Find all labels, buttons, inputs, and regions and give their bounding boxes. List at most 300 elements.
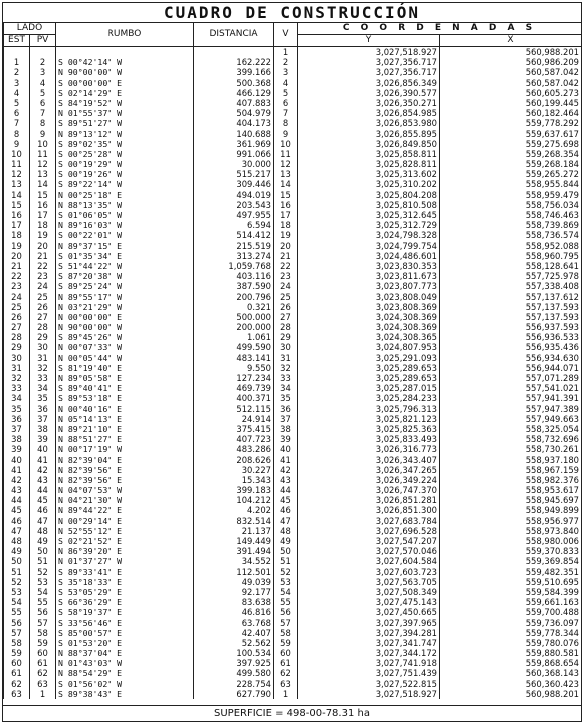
coord-y-cell: 3,026,851.300 xyxy=(298,505,440,515)
est-cell: 38 xyxy=(4,434,30,444)
table-row xyxy=(4,271,582,281)
table-row xyxy=(4,230,582,240)
est-cell: 24 xyxy=(4,292,30,302)
pv-cell: 9 xyxy=(30,129,56,139)
coord-x-cell: 558,980.006 xyxy=(440,536,582,546)
distancia-cell: 391.494 xyxy=(194,546,274,556)
vertex-cell: 1 xyxy=(274,689,298,699)
coord-x-cell: 559,268.184 xyxy=(440,159,582,169)
table-row xyxy=(4,414,582,424)
coord-x-cell: 558,128.641 xyxy=(440,261,582,271)
table-row xyxy=(4,536,582,546)
rumbo-cell: S 89°40'41" E xyxy=(56,383,194,393)
table-row xyxy=(4,332,582,342)
coord-y-cell: 3,023,811.673 xyxy=(298,271,440,281)
pv-cell: 13 xyxy=(30,169,56,179)
est-cell: 26 xyxy=(4,312,30,322)
pv-cell: 47 xyxy=(30,516,56,526)
coord-y-cell: 3,027,475.143 xyxy=(298,597,440,607)
coord-x-cell: 559,637.617 xyxy=(440,129,582,139)
table-row xyxy=(4,139,582,149)
rumbo-cell: N 00°05'44" W xyxy=(56,353,194,363)
est-cell: 54 xyxy=(4,597,30,607)
vertex-cell: 40 xyxy=(274,444,298,454)
distancia-cell: 15.343 xyxy=(194,475,274,485)
distancia-cell: 497.955 xyxy=(194,210,274,220)
est-cell: 5 xyxy=(4,98,30,108)
coord-y-cell: 3,025,804.208 xyxy=(298,190,440,200)
pv-cell: 21 xyxy=(30,251,56,261)
rumbo-cell: N 89°37'15" E xyxy=(56,241,194,251)
distancia-cell: 162.222 xyxy=(194,57,274,67)
rumbo-cell: N 88°37'04" E xyxy=(56,648,194,658)
table-row xyxy=(4,210,582,220)
rumbo-cell: N 00°07'33" W xyxy=(56,342,194,352)
pv-cell: 28 xyxy=(30,322,56,332)
vertex-cell: 46 xyxy=(274,505,298,515)
table-row xyxy=(4,149,582,159)
est-cell: 40 xyxy=(4,455,30,465)
vertex-cell: 8 xyxy=(274,118,298,128)
vertex-cell: 44 xyxy=(274,485,298,495)
table-row xyxy=(4,495,582,505)
est-cell: 58 xyxy=(4,638,30,648)
table-row xyxy=(4,516,582,526)
coord-x-cell: 558,949.899 xyxy=(440,505,582,515)
est-cell: 50 xyxy=(4,556,30,566)
coord-y-cell: 3,025,810.508 xyxy=(298,200,440,210)
distancia-cell: 494.019 xyxy=(194,190,274,200)
rumbo-cell: N 00°40'16" E xyxy=(56,404,194,414)
coord-x-cell: 558,937.180 xyxy=(440,455,582,465)
coord-x-cell: 558,956.977 xyxy=(440,516,582,526)
coord-x-cell: 560,368.143 xyxy=(440,668,582,678)
vertex-cell: 53 xyxy=(274,577,298,587)
rumbo-cell: S 02°14'29" E xyxy=(56,88,194,98)
table-row xyxy=(4,251,582,261)
table-row xyxy=(4,322,582,332)
vertex-cell: 17 xyxy=(274,210,298,220)
est-cell: 28 xyxy=(4,332,30,342)
pv-cell: 14 xyxy=(30,179,56,189)
rumbo-cell: S 66°36'29" E xyxy=(56,597,194,607)
pv-cell: 49 xyxy=(30,536,56,546)
coord-x-cell: 560,988.201 xyxy=(440,689,582,699)
table-title: CUADRO DE CONSTRUCCIÓN xyxy=(3,3,581,23)
table-row xyxy=(4,363,582,373)
pv-cell: 20 xyxy=(30,241,56,251)
header-v: V xyxy=(274,23,298,47)
coord-y-cell: 3,027,508.349 xyxy=(298,587,440,597)
est-cell: 13 xyxy=(4,179,30,189)
header-pv: PV xyxy=(30,35,56,47)
vertex-cell: 61 xyxy=(274,658,298,668)
coord-y-cell: 3,024,807.953 xyxy=(298,342,440,352)
table-row xyxy=(4,638,582,648)
rumbo-cell: N 01°37'27" W xyxy=(56,556,194,566)
coord-y-cell: 3,027,751.439 xyxy=(298,668,440,678)
coord-x-cell: 558,945.697 xyxy=(440,495,582,505)
coord-y-cell: 3,025,858.811 xyxy=(298,149,440,159)
table-row xyxy=(4,241,582,251)
rumbo-cell: N 00°29'14" E xyxy=(56,516,194,526)
table-row xyxy=(4,281,582,291)
vertex-cell: 4 xyxy=(274,78,298,88)
header-rumbo: RUMBO xyxy=(56,23,194,47)
table-row xyxy=(4,546,582,556)
distancia-cell: 1,059.768 xyxy=(194,261,274,271)
coord-y-cell: 3,027,522.815 xyxy=(298,679,440,689)
coord-x-cell: 558,736.574 xyxy=(440,230,582,240)
rumbo-cell: N 82°39'56" E xyxy=(56,475,194,485)
vertex-cell: 5 xyxy=(274,88,298,98)
est-cell: 35 xyxy=(4,404,30,414)
vertex-cell: 55 xyxy=(274,597,298,607)
rumbo-cell: S 00°25'28" W xyxy=(56,149,194,159)
coord-y-cell: 3,027,696.528 xyxy=(298,526,440,536)
est-cell: 49 xyxy=(4,546,30,556)
header-x: X xyxy=(440,35,582,47)
table-row xyxy=(4,179,582,189)
vertex-cell: 57 xyxy=(274,618,298,628)
est-cell: 3 xyxy=(4,78,30,88)
table-row xyxy=(4,485,582,495)
superficie-footer: SUPERFICIE = 498-00-78.31 ha xyxy=(3,705,581,721)
distancia-cell: 30.000 xyxy=(194,159,274,169)
pv-cell: 7 xyxy=(30,108,56,118)
pv-cell: 1 xyxy=(30,689,56,699)
coord-y-cell: 3,027,356.717 xyxy=(298,67,440,77)
coord-y-cell: 3,026,343.407 xyxy=(298,455,440,465)
vertex-cell: 6 xyxy=(274,98,298,108)
pv-cell: 45 xyxy=(30,495,56,505)
distancia-cell: 469.739 xyxy=(194,383,274,393)
distancia-cell: 399.183 xyxy=(194,485,274,495)
pv-cell: 23 xyxy=(30,271,56,281)
coord-x-cell: 559,482.351 xyxy=(440,567,582,577)
vertex-cell: 21 xyxy=(274,251,298,261)
table-row xyxy=(4,353,582,363)
coord-x-cell: 558,960.795 xyxy=(440,251,582,261)
rumbo-cell: S 00°42'14" W xyxy=(56,57,194,67)
coord-y-cell: 3,025,310.202 xyxy=(298,179,440,189)
pv-cell: 22 xyxy=(30,261,56,271)
coord-x-cell: 556,937.593 xyxy=(440,322,582,332)
coord-y-cell: 3,026,747.370 xyxy=(298,485,440,495)
table-row xyxy=(4,88,582,98)
pv-cell: 27 xyxy=(30,312,56,322)
coord-y-cell: 3,026,855.895 xyxy=(298,129,440,139)
coord-y-cell: 3,023,830.353 xyxy=(298,261,440,271)
coord-x-cell: 558,982.376 xyxy=(440,475,582,485)
coord-y-cell: 3,025,312.729 xyxy=(298,220,440,230)
table-row xyxy=(4,169,582,179)
table-row xyxy=(4,129,582,139)
pv-cell: 11 xyxy=(30,149,56,159)
est-cell: 15 xyxy=(4,200,30,210)
coord-y-cell: 3,024,486.601 xyxy=(298,251,440,261)
vertex-cell: 25 xyxy=(274,292,298,302)
vertex-cell: 60 xyxy=(274,648,298,658)
vertex-cell: 27 xyxy=(274,312,298,322)
rumbo-cell: N 89°13'12" W xyxy=(56,129,194,139)
rumbo-cell: S 51°44'22" W xyxy=(56,261,194,271)
distancia-cell: 500.368 xyxy=(194,78,274,88)
coord-y-cell: 3,026,849.850 xyxy=(298,139,440,149)
pv-cell: 63 xyxy=(30,679,56,689)
coord-y-cell: 3,025,289.653 xyxy=(298,373,440,383)
est-cell: 55 xyxy=(4,607,30,617)
coord-y-cell: 3,026,350.271 xyxy=(298,98,440,108)
distancia-cell: 504.979 xyxy=(194,108,274,118)
coord-x-cell: 559,370.833 xyxy=(440,546,582,556)
vertex-cell: 35 xyxy=(274,393,298,403)
pv-cell: 2 xyxy=(30,57,56,67)
vertex-cell: 11 xyxy=(274,149,298,159)
est-cell: 48 xyxy=(4,536,30,546)
rumbo-cell: N 89°21'10" E xyxy=(56,424,194,434)
distancia-cell: 361.969 xyxy=(194,139,274,149)
pv-cell: 36 xyxy=(30,404,56,414)
distancia-cell: 407.723 xyxy=(194,434,274,444)
coord-y-cell: 3,024,798.328 xyxy=(298,230,440,240)
table-row xyxy=(4,505,582,515)
coord-x-cell: 559,778.292 xyxy=(440,118,582,128)
coord-y-cell: 3,027,341.747 xyxy=(298,638,440,648)
coord-y-cell: 3,023,807.773 xyxy=(298,281,440,291)
distancia-cell: 404.173 xyxy=(194,118,274,128)
pv-cell: 30 xyxy=(30,342,56,352)
coord-y-cell: 3,026,390.577 xyxy=(298,88,440,98)
rumbo-cell: N 52°55'12" E xyxy=(56,526,194,536)
coord-x-cell: 558,953.617 xyxy=(440,485,582,495)
table-row xyxy=(4,567,582,577)
coord-y-cell: 3,025,313.602 xyxy=(298,169,440,179)
table-row xyxy=(4,475,582,485)
rumbo-cell: S 53°05'29" E xyxy=(56,587,194,597)
distancia-cell: 24.914 xyxy=(194,414,274,424)
table-row xyxy=(4,689,582,699)
coord-x-cell: 560,587.042 xyxy=(440,78,582,88)
coord-x-cell: 559,868.654 xyxy=(440,658,582,668)
table-row xyxy=(4,190,582,200)
header-lado: LADO xyxy=(4,23,56,35)
vertex-cell: 52 xyxy=(274,567,298,577)
distancia-cell: 0.321 xyxy=(194,302,274,312)
est-cell: 30 xyxy=(4,353,30,363)
distancia-cell: 991.066 xyxy=(194,149,274,159)
pv-cell: 52 xyxy=(30,567,56,577)
distancia-cell: 832.514 xyxy=(194,516,274,526)
vertex-cell: 59 xyxy=(274,638,298,648)
distancia-cell: 100.534 xyxy=(194,648,274,658)
rumbo-cell: N 01°43'03" W xyxy=(56,658,194,668)
distancia-cell: 512.115 xyxy=(194,404,274,414)
distancia-cell: 92.177 xyxy=(194,587,274,597)
rumbo-cell: N 03°21'29" W xyxy=(56,302,194,312)
distancia-cell: 21.137 xyxy=(194,526,274,536)
est-cell: 22 xyxy=(4,271,30,281)
pv-cell: 55 xyxy=(30,597,56,607)
table-row xyxy=(4,342,582,352)
pv-cell: 29 xyxy=(30,332,56,342)
coord-x-cell: 559,700.488 xyxy=(440,607,582,617)
est-cell: 51 xyxy=(4,567,30,577)
rumbo-cell: S 89°38'43" E xyxy=(56,689,194,699)
coord-x-cell: 557,949.663 xyxy=(440,414,582,424)
table-row xyxy=(4,597,582,607)
coord-x-cell: 560,587.042 xyxy=(440,67,582,77)
coord-y-cell: 3,026,856.349 xyxy=(298,78,440,88)
pv-cell: 12 xyxy=(30,159,56,169)
distancia-cell: 42.407 xyxy=(194,628,274,638)
pv-cell: 57 xyxy=(30,618,56,628)
coord-x-cell: 560,182.464 xyxy=(440,108,582,118)
coord-x-cell: 560,986.209 xyxy=(440,57,582,67)
pv-cell: 32 xyxy=(30,363,56,373)
est-cell: 47 xyxy=(4,526,30,536)
vertex-cell: 16 xyxy=(274,200,298,210)
distancia-cell: 30.227 xyxy=(194,465,274,475)
coord-y-cell: 3,025,796.313 xyxy=(298,404,440,414)
coord-x-cell: 560,360.423 xyxy=(440,679,582,689)
coord-y-cell: 3,025,289.653 xyxy=(298,363,440,373)
vertex-cell: 28 xyxy=(274,322,298,332)
vertex-cell: 22 xyxy=(274,261,298,271)
rumbo-cell: N 00°25'18" E xyxy=(56,190,194,200)
rumbo-cell: S 85°00'57" E xyxy=(56,628,194,638)
pv-cell: 53 xyxy=(30,577,56,587)
coord-y-cell: 3,026,853.980 xyxy=(298,118,440,128)
rumbo-cell: N 89°44'22" E xyxy=(56,505,194,515)
est-cell: 52 xyxy=(4,577,30,587)
coord-y-cell: 3,027,604.584 xyxy=(298,556,440,566)
first-vertex-row xyxy=(4,47,582,58)
vertex-cell: 41 xyxy=(274,455,298,465)
distancia-cell: 104.212 xyxy=(194,495,274,505)
pv-cell: 38 xyxy=(30,424,56,434)
est-cell: 57 xyxy=(4,628,30,638)
table-row xyxy=(4,98,582,108)
vertex-cell: 12 xyxy=(274,159,298,169)
distancia-cell: 34.552 xyxy=(194,556,274,566)
pv-cell: 25 xyxy=(30,292,56,302)
coord-x-cell: 557,071.289 xyxy=(440,373,582,383)
est-cell: 62 xyxy=(4,679,30,689)
rumbo-cell: S 01°06'05" W xyxy=(56,210,194,220)
coord-x-cell: 556,936.533 xyxy=(440,332,582,342)
table-row xyxy=(4,57,582,67)
rumbo-cell: S 33°56'46" E xyxy=(56,618,194,628)
vertex-cell: 42 xyxy=(274,465,298,475)
est-cell: 56 xyxy=(4,618,30,628)
table-row xyxy=(4,679,582,689)
pv-cell: 40 xyxy=(30,444,56,454)
table-row xyxy=(4,668,582,678)
pv-cell: 6 xyxy=(30,98,56,108)
pv-cell: 10 xyxy=(30,139,56,149)
table-row xyxy=(4,628,582,638)
table-row xyxy=(4,200,582,210)
est-cell: 53 xyxy=(4,587,30,597)
coord-y-cell: 3,023,808.369 xyxy=(298,302,440,312)
coord-y-cell: 3,027,570.046 xyxy=(298,546,440,556)
est-cell: 60 xyxy=(4,658,30,668)
coord-y-cell: 3,025,825.363 xyxy=(298,424,440,434)
est-cell: 11 xyxy=(4,159,30,169)
coord-x-cell: 560,988.201 xyxy=(440,47,582,58)
table-row xyxy=(4,312,582,322)
est-cell: 6 xyxy=(4,108,30,118)
pv-cell: 59 xyxy=(30,638,56,648)
pv-cell: 56 xyxy=(30,607,56,617)
pv-cell: 51 xyxy=(30,556,56,566)
table-row xyxy=(4,404,582,414)
pv-cell: 33 xyxy=(30,373,56,383)
table-row xyxy=(4,302,582,312)
table-row xyxy=(4,648,582,658)
distancia-cell: 112.501 xyxy=(194,567,274,577)
distancia-cell: 313.274 xyxy=(194,251,274,261)
coord-x-cell: 559,268.354 xyxy=(440,149,582,159)
distancia-cell: 1.061 xyxy=(194,332,274,342)
vertex-cell: 49 xyxy=(274,536,298,546)
coord-x-cell: 556,934.630 xyxy=(440,353,582,363)
pv-cell: 35 xyxy=(30,393,56,403)
distancia-cell: 387.590 xyxy=(194,281,274,291)
coord-x-cell: 559,780.076 xyxy=(440,638,582,648)
distancia-cell: 397.925 xyxy=(194,658,274,668)
rumbo-cell: S 02°21'52" E xyxy=(56,536,194,546)
rumbo-cell: N 90°00'00" W xyxy=(56,322,194,332)
vertex-cell: 2 xyxy=(274,57,298,67)
vertex-cell: 48 xyxy=(274,526,298,536)
est-cell: 59 xyxy=(4,648,30,658)
distancia-cell: 309.446 xyxy=(194,179,274,189)
pv-cell: 18 xyxy=(30,220,56,230)
vertex-cell: 9 xyxy=(274,129,298,139)
est-cell: 36 xyxy=(4,414,30,424)
rumbo-cell: S 01°53'20" E xyxy=(56,638,194,648)
vertex-cell: 58 xyxy=(274,628,298,638)
coord-y-cell: 3,027,397.965 xyxy=(298,618,440,628)
est-cell: 34 xyxy=(4,393,30,403)
rumbo-cell: N 04°21'30" W xyxy=(56,495,194,505)
coord-x-cell: 560,199.445 xyxy=(440,98,582,108)
vertex-cell: 15 xyxy=(274,190,298,200)
coord-y-cell: 3,025,287.015 xyxy=(298,383,440,393)
distancia-cell: 4.202 xyxy=(194,505,274,515)
pv-cell: 4 xyxy=(30,78,56,88)
pv-cell: 54 xyxy=(30,587,56,597)
vertex-cell: 1 xyxy=(274,47,298,58)
coord-y-cell: 3,025,312.645 xyxy=(298,210,440,220)
rumbo-cell: N 82°39'04" E xyxy=(56,455,194,465)
coord-x-cell: 558,955.844 xyxy=(440,179,582,189)
coord-x-cell: 558,756.034 xyxy=(440,200,582,210)
header-y: Y xyxy=(298,35,440,47)
rumbo-cell: N 00°00'00" E xyxy=(56,312,194,322)
est-cell: 16 xyxy=(4,210,30,220)
coord-x-cell: 559,880.581 xyxy=(440,648,582,658)
distancia-cell: 6.594 xyxy=(194,220,274,230)
construction-table-sheet xyxy=(2,2,582,722)
distancia-cell: 63.768 xyxy=(194,618,274,628)
vertex-cell: 38 xyxy=(274,424,298,434)
coord-y-cell: 3,027,356.717 xyxy=(298,57,440,67)
pv-cell: 24 xyxy=(30,281,56,291)
coord-x-cell: 556,944.071 xyxy=(440,363,582,373)
